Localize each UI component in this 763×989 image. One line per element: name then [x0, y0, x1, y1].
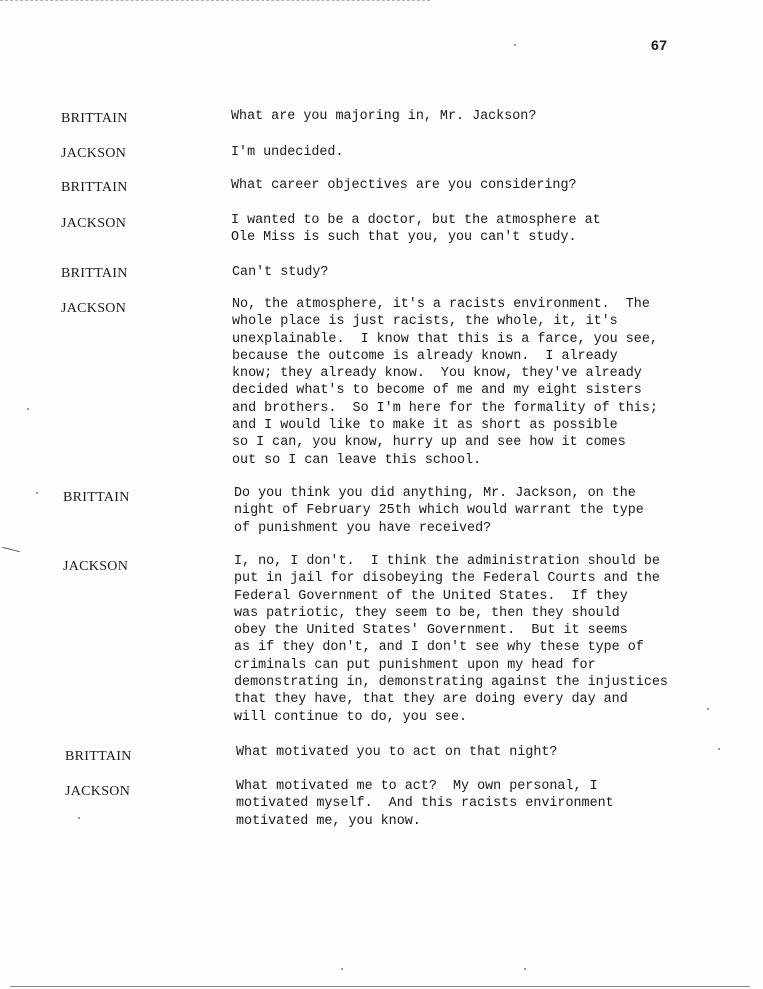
utterance-text: What are you majoring in, Mr. Jackson? — [231, 109, 537, 124]
scan-speck — [514, 44, 516, 46]
speaker-label: BRITTAIN — [61, 180, 128, 195]
scan-speck — [36, 492, 38, 494]
speaker-label: JACKSON — [61, 301, 127, 316]
top-dashed-rule — [0, 0, 430, 1]
speaker-label: JACKSON — [61, 146, 127, 161]
speaker-label: BRITTAIN — [61, 111, 128, 126]
speaker-label: BRITTAIN — [65, 749, 132, 764]
scan-speck — [78, 817, 80, 819]
scan-speck — [718, 748, 720, 750]
scan-mark — [2, 547, 20, 552]
scan-speck — [341, 968, 343, 970]
utterance-text: Can't study? — [232, 265, 329, 280]
speaker-label: BRITTAIN — [63, 490, 130, 505]
utterance-text: What career objectives are you considering? — [231, 178, 577, 193]
bottom-rule — [10, 986, 750, 987]
speaker-label: JACKSON — [61, 216, 127, 231]
utterance-text: What motivated you to act on that night? — [236, 745, 558, 760]
utterance-text: No, the atmosphere, it's a racists environment. The whole place is just racists, the whole, it, it's unexplainable. I know that this is a farce, you see, because the outcome is already known. I already know; they already know. You know, they've already decided what's to become of me and my eight sisters and brothers. So I'm here for the formality of this; and I would like to make it as short as possible so I can, you know, hurry up and see how it comes out so I can leave this school. — [232, 297, 658, 468]
scan-speck — [27, 408, 29, 410]
utterance-text: Do you think you did anything, Mr. Jackson, on the night of February 25th which would warrant the type of punishment you have received? — [234, 486, 644, 536]
utterance-text: I'm undecided. — [231, 145, 344, 160]
utterance-text: I, no, I don't. I think the administration should be put in jail for disobeying the Federal Courts and the Federal Government of the United States. If they was patriotic, they seem to be, then they should obey the United States' Government. But it seems as if they don't, and I don't see why these type of criminals can put punishment upon my head for demonstrating in, demonstrating against the injustices that they have, that they are doing every day and will continue to do, you see. — [234, 554, 668, 725]
page-number: 67 — [651, 37, 668, 53]
scan-speck — [707, 708, 709, 710]
speaker-label: JACKSON — [63, 559, 129, 574]
speaker-label: JACKSON — [65, 784, 131, 799]
utterance-text: I wanted to be a doctor, but the atmosphere at Ole Miss is such that you, you can't study. — [231, 213, 601, 246]
scan-speck — [524, 968, 526, 970]
speaker-label: BRITTAIN — [61, 266, 128, 281]
utterance-text: What motivated me to act? My own personal, I motivated myself. And this racists environment motivated me, you know. — [236, 779, 614, 829]
